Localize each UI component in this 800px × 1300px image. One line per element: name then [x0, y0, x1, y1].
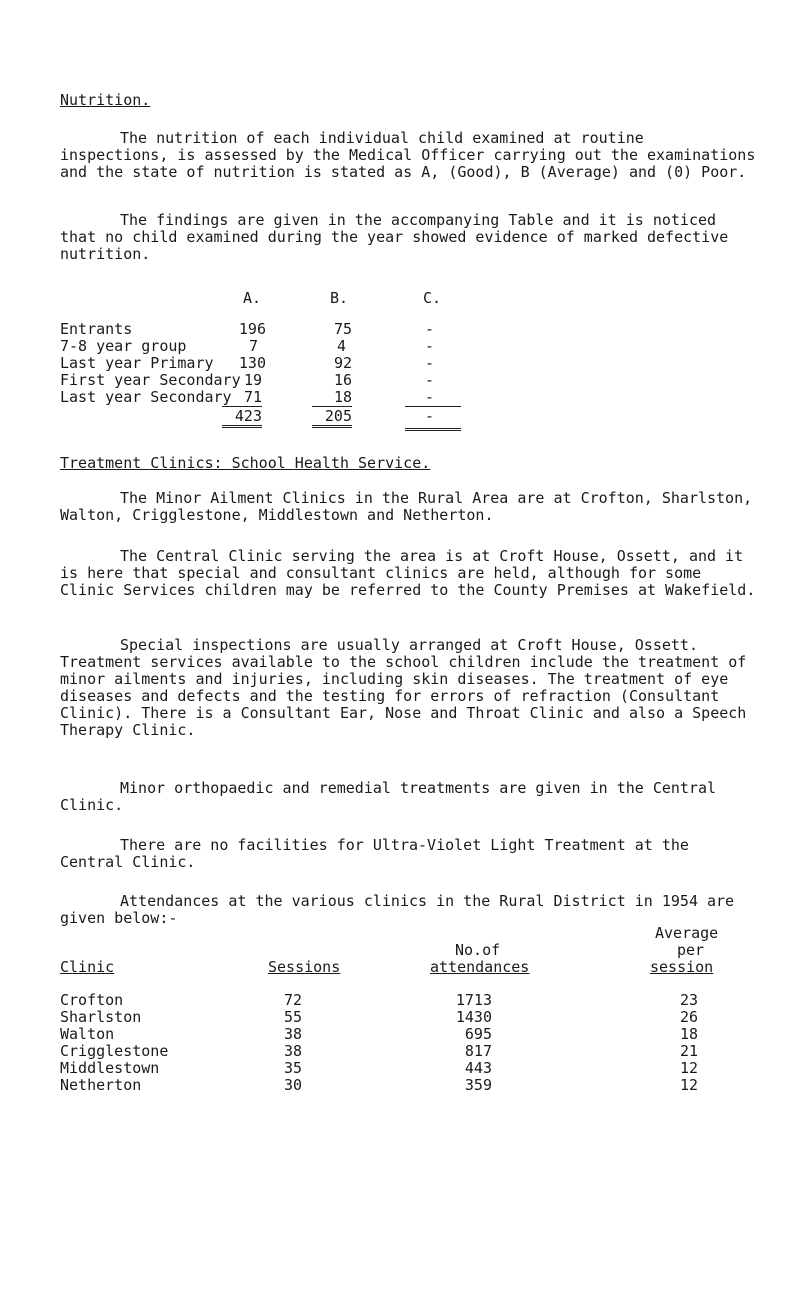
cell-b: 92: [333, 354, 352, 372]
cell-b: 18: [312, 389, 352, 407]
row-label: Entrants: [60, 320, 133, 338]
treatment-paragraph-1: The Minor Ailment Clinics in the Rural Area are at Crofton, Sharlston, Walton, Crigglestone, Middlestown and Netherton.: [60, 489, 753, 524]
header-sessions: Sessions: [268, 958, 341, 976]
cell-c: -: [425, 388, 435, 406]
cell-c: -: [425, 354, 435, 372]
treatment-paragraph-4: Minor orthopaedic and remedial treatments are given in the Central Clinic.: [60, 779, 717, 814]
row-label: Last year Secondary: [60, 388, 232, 406]
clinic-name: Walton: [60, 1025, 115, 1043]
attendances-value: 443: [464, 1059, 492, 1077]
section-title: Nutrition.: [60, 91, 151, 109]
sessions-value: 35: [283, 1059, 302, 1077]
row-label: Last year Primary: [60, 354, 214, 372]
average-value: 26: [679, 1008, 698, 1026]
total-b: 205: [312, 408, 352, 428]
col-header-c: C.: [423, 289, 442, 307]
cell-b: 4: [336, 337, 346, 355]
col-header-b: B.: [330, 289, 349, 307]
cell-a: 71: [222, 389, 262, 407]
row-label: First year Secondary: [60, 371, 241, 389]
cell-b: 16: [333, 371, 352, 389]
sessions-value: 30: [283, 1076, 302, 1094]
total-a: 423: [222, 408, 262, 428]
clinic-name: Crigglestone: [60, 1042, 169, 1060]
treatment-paragraph-5: There are no facilities for Ultra-Violet Light Treatment at the Central Clinic.: [60, 836, 689, 871]
attendances-value: 695: [464, 1025, 492, 1043]
row-label: 7-8 year group: [60, 337, 187, 355]
header-average-line1: Average: [655, 924, 719, 942]
average-value: 23: [679, 991, 698, 1009]
header-average-line3: session: [650, 958, 714, 976]
col-header-a: A.: [243, 289, 262, 307]
sessions-value: 38: [283, 1025, 302, 1043]
header-attendances-line1: No.of: [455, 941, 501, 959]
cell-a: 130: [238, 354, 266, 372]
average-value: 21: [679, 1042, 698, 1060]
attendances-value: 1713: [455, 991, 492, 1009]
nutrition-paragraph-1: The nutrition of each individual child examined at routine inspections, is assessed by the Medical Officer carrying out the examinations and the state of nutrition is stated as A, (Good), B (Average) and (0) Poor.: [60, 129, 756, 181]
average-value: 18: [679, 1025, 698, 1043]
nutrition-paragraph-2: The findings are given in the accompanying Table and it is noticed that no child examined during the year showed evidence of marked defective nutrition.: [60, 211, 729, 263]
cell-c: -: [425, 337, 435, 355]
attendances-value: 817: [464, 1042, 492, 1060]
header-average-line2: per: [677, 941, 705, 959]
average-value: 12: [679, 1076, 698, 1094]
cell-a: 19: [243, 371, 262, 389]
cell-b: 75: [333, 320, 352, 338]
clinic-name: Netherton: [60, 1076, 142, 1094]
total-c: -: [425, 407, 435, 425]
clinic-name: Sharlston: [60, 1008, 142, 1026]
header-attendances-line2: attendances: [430, 958, 530, 976]
cell-c: -: [425, 320, 435, 338]
sessions-value: 55: [283, 1008, 302, 1026]
clinic-name: Crofton: [60, 991, 124, 1009]
attendances-value: 359: [464, 1076, 492, 1094]
cell-c: -: [425, 371, 435, 389]
sessions-value: 72: [283, 991, 302, 1009]
average-value: 12: [679, 1059, 698, 1077]
divider: [405, 428, 461, 431]
sessions-value: 38: [283, 1042, 302, 1060]
treatment-heading: Treatment Clinics: School Health Service.: [60, 454, 431, 472]
treatment-paragraph-2: The Central Clinic serving the area is at Croft House, Ossett, and it is here that special and consultant clinics are held, although for some Clinic Services children may be referred to the County Premises at Wakefield.: [60, 547, 756, 599]
cell-a: 196: [238, 320, 266, 338]
treatment-paragraph-3: Special inspections are usually arranged at Croft House, Ossett. Treatment services available to the school children include the treatment of minor ailments and injuries, including skin diseases. The treatment of eye diseases and defects and the testing for errors of refraction (Consultant Clinic). There is a Consultant Ear, Nose and Throat Clinic and also a Speech Therapy Clinic.: [60, 636, 747, 739]
cell-a: 7: [248, 337, 258, 355]
clinic-name: Middlestown: [60, 1059, 160, 1077]
attendances-value: 1430: [455, 1008, 492, 1026]
header-clinic: Clinic: [60, 958, 115, 976]
attendance-intro: Attendances at the various clinics in the Rural District in 1954 are given below:-: [60, 892, 735, 927]
